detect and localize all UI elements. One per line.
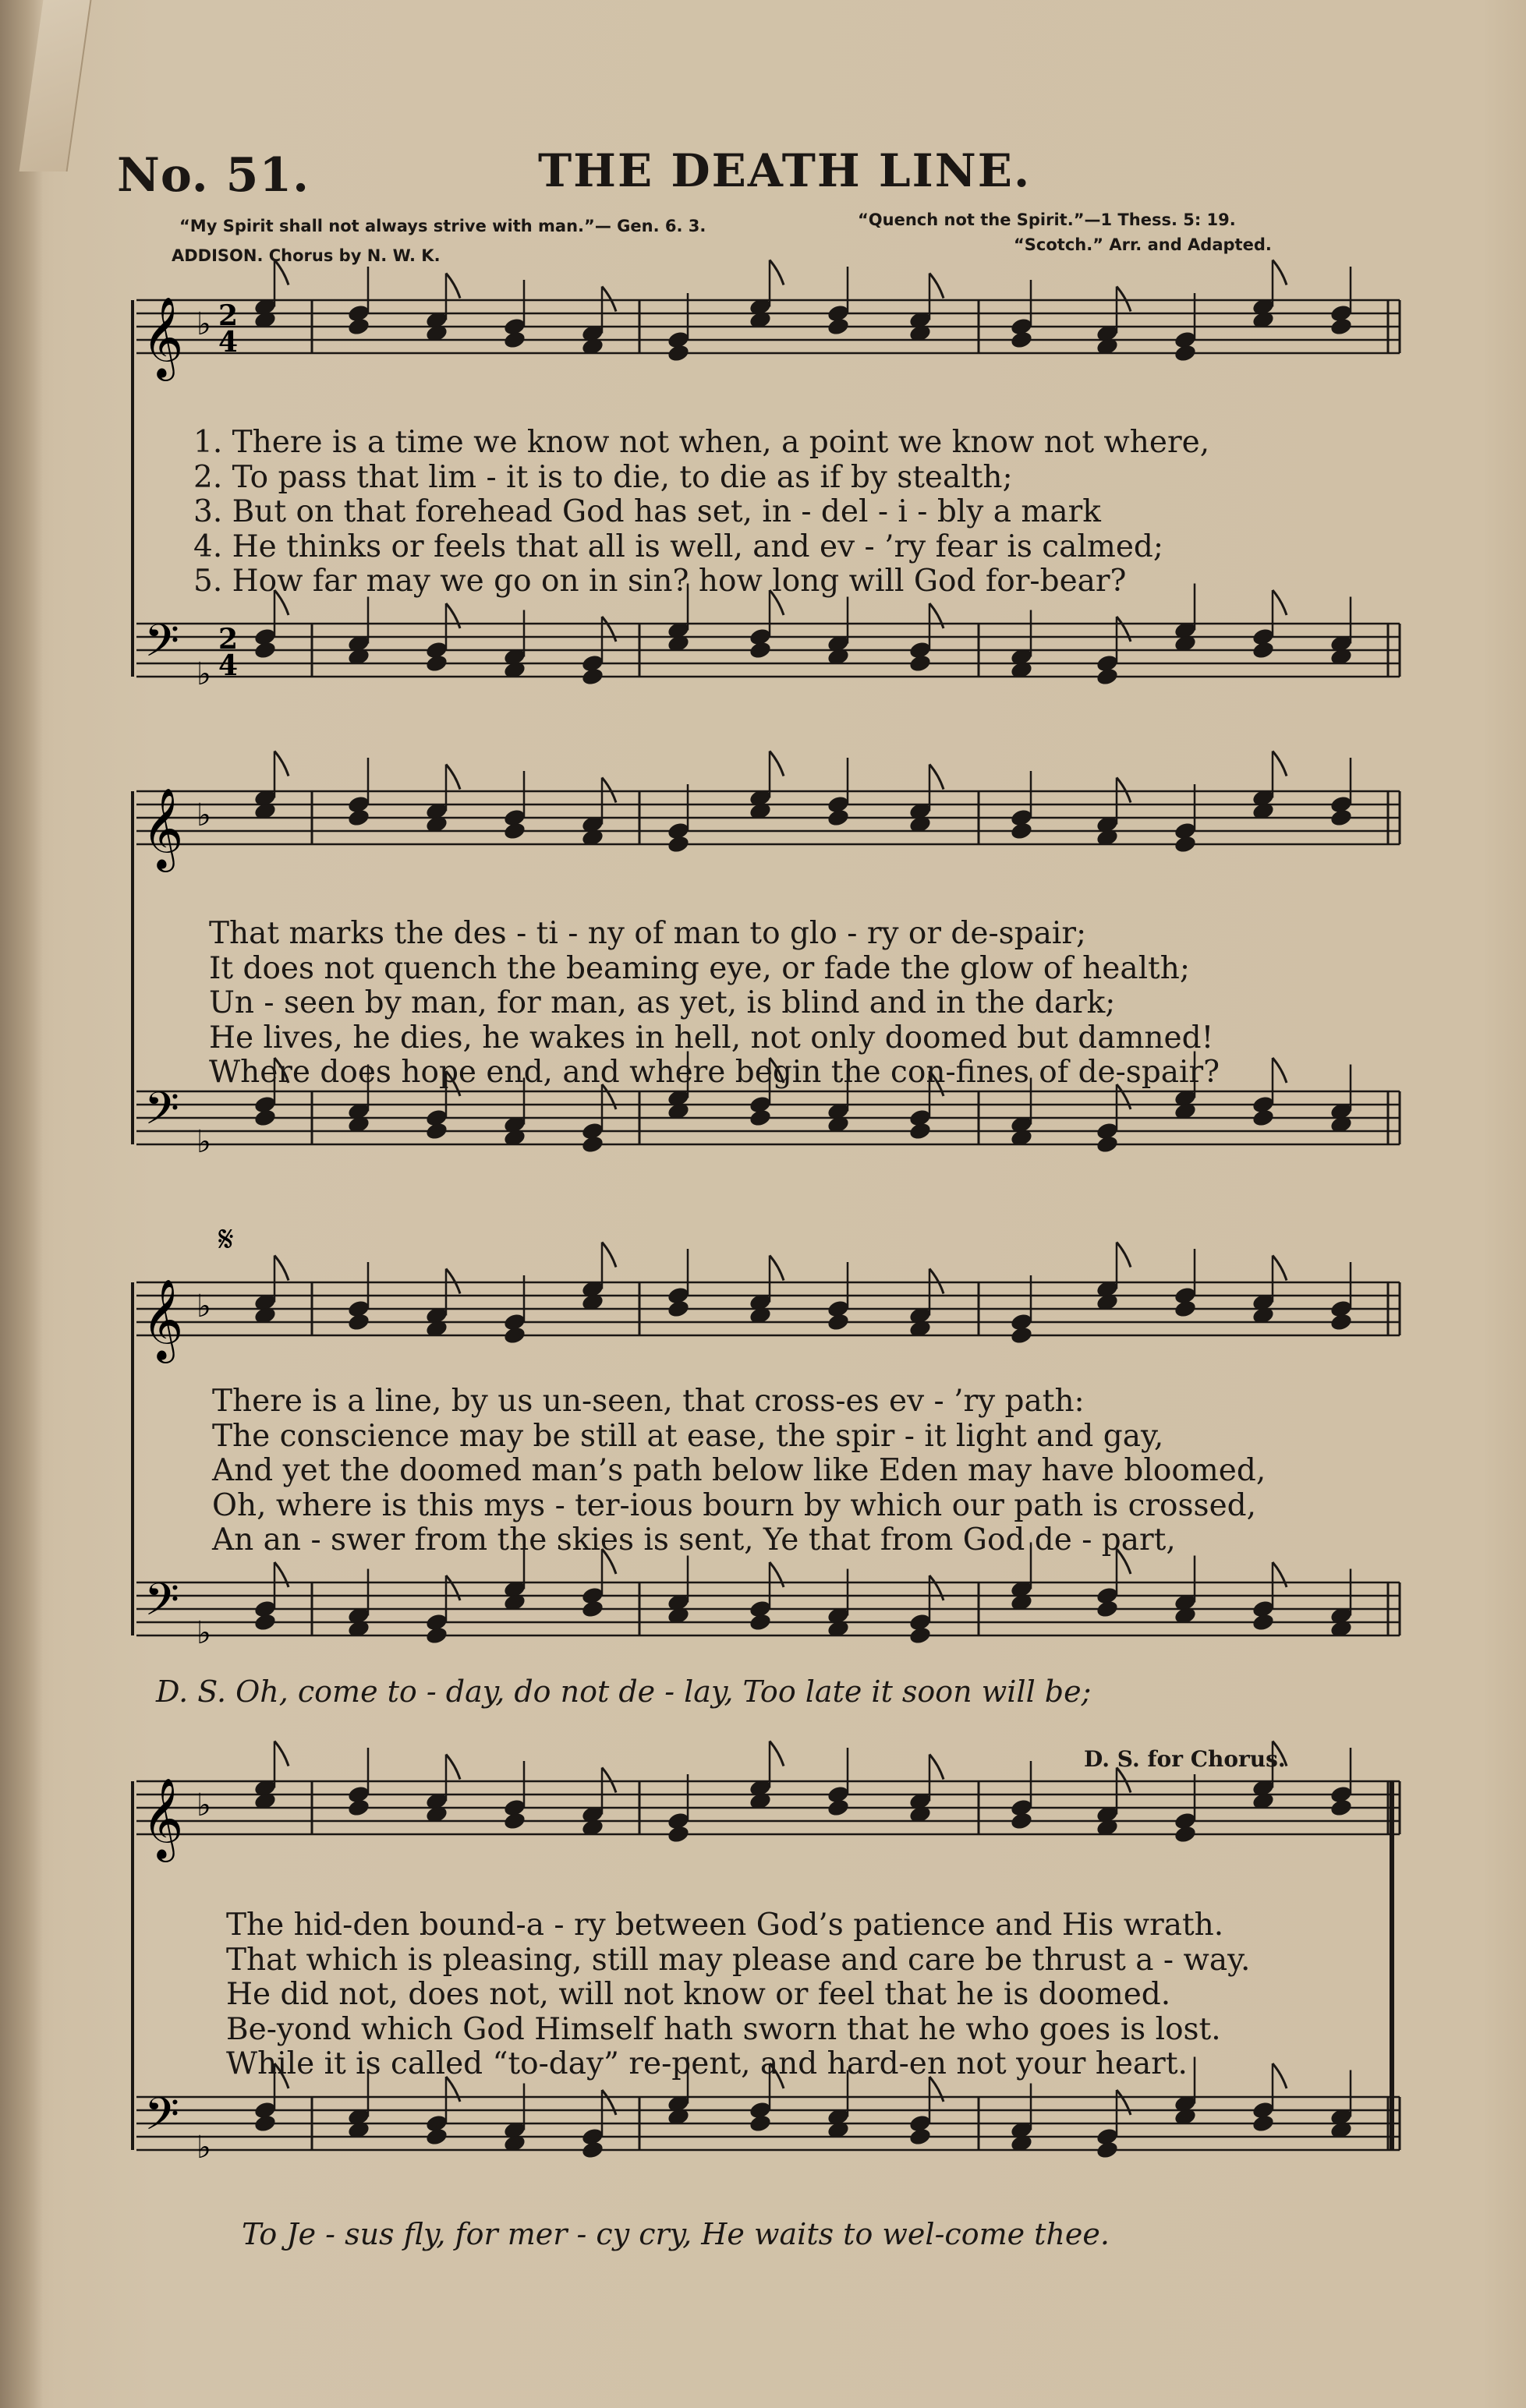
- note-head: [667, 343, 691, 363]
- note-flag: [602, 1243, 616, 1268]
- note-head: [503, 1811, 527, 1831]
- treble-clef-icon: 𝄞: [142, 1777, 184, 1859]
- lyric-line: 5. How far may we go on in sin? how long will God for-bear?: [193, 564, 1127, 599]
- treble-notes: [253, 260, 1354, 363]
- lyrics-block-2: [209, 917, 1220, 1091]
- bass-clef-icon: 𝄢: [144, 2088, 180, 2152]
- note-flag: [274, 1741, 289, 1766]
- note-head: [503, 1325, 527, 1345]
- note-head: [425, 653, 449, 674]
- lyrics-block-3: [212, 1384, 1266, 1558]
- note-head: [425, 1625, 449, 1646]
- composer-credit: ADDISON. Chorus by N. W. K.: [172, 246, 441, 265]
- bass-clef-icon: 𝄢: [144, 614, 180, 678]
- chorus-lyric-line-2: To Je - sus fly, for mer - cy cry, He waits to wel-come thee.: [242, 2217, 1110, 2251]
- hymn-number: No. 51.: [117, 148, 310, 203]
- note-head: [908, 1625, 933, 1646]
- note-flag: [1273, 590, 1287, 615]
- lyric-line: Where does hope end, and where begin the con-fines of de-spair?: [209, 1055, 1220, 1090]
- note-head: [827, 316, 851, 337]
- note-head: [253, 1612, 278, 1632]
- segno-icon: 𝄋: [218, 1218, 234, 1260]
- lyric-line: 4. He thinks or feels that all is well, and ev - ’ry fear is calmed;: [193, 529, 1164, 564]
- note-flag: [1117, 617, 1131, 642]
- note-flag: [446, 1755, 460, 1780]
- note-head: [253, 640, 278, 660]
- note-head: [1174, 1299, 1198, 1319]
- note-flag: [1273, 1256, 1287, 1281]
- arrangement-credit: “Scotch.” Arr. and Adapted.: [1014, 235, 1272, 254]
- note-head: [347, 1312, 371, 1332]
- flat-key-icon: ♭: [197, 1124, 211, 1160]
- note-head: [1252, 1108, 1276, 1128]
- note-flag: [274, 1256, 289, 1281]
- lyric-line: It does not quench the beaming eye, or fade the glow of health;: [209, 950, 1190, 986]
- lyric-line: Oh, where is this mys - ter-ious bourn by which our path is crossed,: [212, 1487, 1257, 1523]
- note-head: [908, 1121, 933, 1141]
- note-flag: [446, 1269, 460, 1294]
- note-flag: [446, 765, 460, 790]
- time-signature-digit: 4: [218, 649, 239, 682]
- note-head: [827, 808, 851, 828]
- treble-staff: [136, 1282, 1400, 1335]
- note-head: [827, 1798, 851, 1818]
- note-head: [1096, 667, 1120, 687]
- note-head: [581, 1599, 605, 1619]
- note-flag: [929, 765, 944, 790]
- note-head: [667, 1824, 691, 1844]
- lyric-line: 2. To pass that lim - it is to die, to die as if by stealth;: [193, 459, 1013, 495]
- note-head: [1174, 834, 1198, 854]
- note-flag: [1117, 778, 1131, 803]
- lyric-line: He lives, he dies, he wakes in hell, not only doomed but damned!: [209, 1020, 1214, 1055]
- note-flag: [929, 603, 944, 628]
- note-head: [503, 821, 527, 841]
- time-signature-digit: 2: [218, 299, 239, 332]
- bass-clef-icon: 𝄢: [144, 1573, 180, 1637]
- note-head: [1096, 2140, 1120, 2160]
- lyric-line: Be-yond which God Himself hath sworn that he who goes is lost.: [226, 2011, 1221, 2047]
- lyric-line: The conscience may be still at ease, the spir - it light and gay,: [212, 1418, 1164, 1454]
- note-flag: [602, 287, 616, 312]
- note-head: [1096, 1134, 1120, 1154]
- flat-key-icon: ♭: [197, 1289, 211, 1324]
- lyric-line: 3. But on that forehead God has set, in - del - i - bly a mark: [193, 494, 1101, 529]
- scripture-reference-1: “My Spirit shall not always strive with man.”— Gen. 6. 3.: [179, 217, 706, 235]
- note-flag: [770, 1741, 784, 1766]
- note-head: [827, 1312, 851, 1332]
- note-head: [347, 316, 371, 337]
- note-head: [347, 1798, 371, 1818]
- note-head: [581, 1134, 605, 1154]
- note-flag: [602, 778, 616, 803]
- lyric-line: That which is pleasing, still may please and care be thrust a - way.: [226, 1942, 1251, 1978]
- note-flag: [770, 751, 784, 776]
- note-head: [749, 2113, 773, 2134]
- note-head: [1174, 1824, 1198, 1844]
- note-flag: [1273, 1058, 1287, 1083]
- note-flag: [1117, 287, 1131, 312]
- treble-clef-icon: 𝄞: [142, 296, 184, 378]
- chorus-lyric-line-1: D. S. Oh, come to - day, do not de - lay, Too late it soon will be;: [156, 1674, 1092, 1709]
- note-head: [581, 667, 605, 687]
- note-flag: [1273, 260, 1287, 285]
- note-head: [347, 808, 371, 828]
- note-head: [1010, 821, 1034, 841]
- lyric-line: While it is called “to-day” re-pent, and hard-en not your heart.: [226, 2046, 1188, 2081]
- note-flag: [1273, 751, 1287, 776]
- note-head: [1329, 808, 1354, 828]
- treble-clef-icon: 𝄞: [142, 1278, 184, 1360]
- lyrics-block-1: [193, 426, 1209, 599]
- note-head: [1252, 2113, 1276, 2134]
- lyric-line: He did not, does not, will not know or feel that he is doomed.: [226, 1977, 1171, 2012]
- note-flag: [770, 1256, 784, 1281]
- note-head: [1010, 330, 1034, 350]
- flat-key-icon: ♭: [197, 2130, 211, 2166]
- flat-key-icon: ♭: [197, 306, 211, 342]
- lyric-line: 1. There is a time we know not when, a point we know not where,: [193, 425, 1210, 460]
- lyric-line: An an - swer from the skies is sent, Ye that from God de - part,: [212, 1522, 1176, 1558]
- flat-key-icon: ♭: [197, 656, 211, 692]
- note-head: [1329, 1312, 1354, 1332]
- note-head: [1010, 1811, 1034, 1831]
- ds-for-chorus-mark: D. S. for Chorus.: [1084, 1746, 1286, 1772]
- lyric-line: There is a line, by us un-seen, that cross-es ev - ’ry path:: [212, 1384, 1085, 1419]
- bass-clef-icon: 𝄢: [144, 1082, 180, 1146]
- lyric-line: And yet the doomed man’s path below like Eden may have bloomed,: [212, 1453, 1266, 1488]
- note-head: [1252, 1612, 1276, 1632]
- note-head: [253, 2113, 278, 2134]
- note-flag: [274, 751, 289, 776]
- note-head: [503, 330, 527, 350]
- note-head: [749, 1108, 773, 1128]
- note-head: [425, 1121, 449, 1141]
- note-flag: [770, 260, 784, 285]
- note-flag: [446, 603, 460, 628]
- note-head: [667, 1299, 691, 1319]
- flat-key-icon: ♭: [197, 1615, 211, 1651]
- note-head: [425, 2127, 449, 2147]
- flat-key-icon: ♭: [197, 797, 211, 833]
- lyric-line: Un - seen by man, for man, as yet, is blind and in the dark;: [209, 985, 1116, 1020]
- note-head: [1329, 1798, 1354, 1818]
- hymn-title: THE DEATH LINE.: [538, 144, 1032, 197]
- note-flag: [602, 1768, 616, 1793]
- scripture-reference-2: “Quench not the Spirit.”—1 Thess. 5: 19.: [858, 210, 1236, 229]
- flat-key-icon: ♭: [197, 1787, 211, 1823]
- note-head: [749, 640, 773, 660]
- note-head: [1329, 316, 1354, 337]
- lyric-line: That marks the des - ti - ny of man to glo - ry or de-spair;: [209, 916, 1087, 951]
- note-head: [253, 1108, 278, 1128]
- note-head: [1252, 640, 1276, 660]
- note-flag: [1117, 1243, 1131, 1268]
- note-head: [749, 1612, 773, 1632]
- note-head: [908, 653, 933, 674]
- lyrics-block-4: [226, 1908, 1250, 2082]
- note-head: [581, 2140, 605, 2160]
- treble-notes: [253, 751, 1354, 854]
- note-head: [1010, 1325, 1034, 1345]
- note-flag: [602, 617, 616, 642]
- note-flag: [274, 260, 289, 285]
- note-flag: [446, 274, 460, 299]
- note-flag: [1273, 2063, 1287, 2088]
- note-head: [667, 834, 691, 854]
- treble-clef-icon: 𝄞: [142, 787, 184, 869]
- time-signature-digit: 2: [218, 623, 239, 656]
- note-head: [1174, 343, 1198, 363]
- note-flag: [929, 274, 944, 299]
- treble-notes: [253, 1243, 1354, 1345]
- note-flag: [929, 1755, 944, 1780]
- note-flag: [929, 1269, 944, 1294]
- time-signature-digit: 4: [218, 326, 239, 359]
- note-head: [908, 2127, 933, 2147]
- lyric-line: The hid-den bound-a - ry between God’s patience and His wrath.: [226, 1908, 1224, 1943]
- note-head: [1096, 1599, 1120, 1619]
